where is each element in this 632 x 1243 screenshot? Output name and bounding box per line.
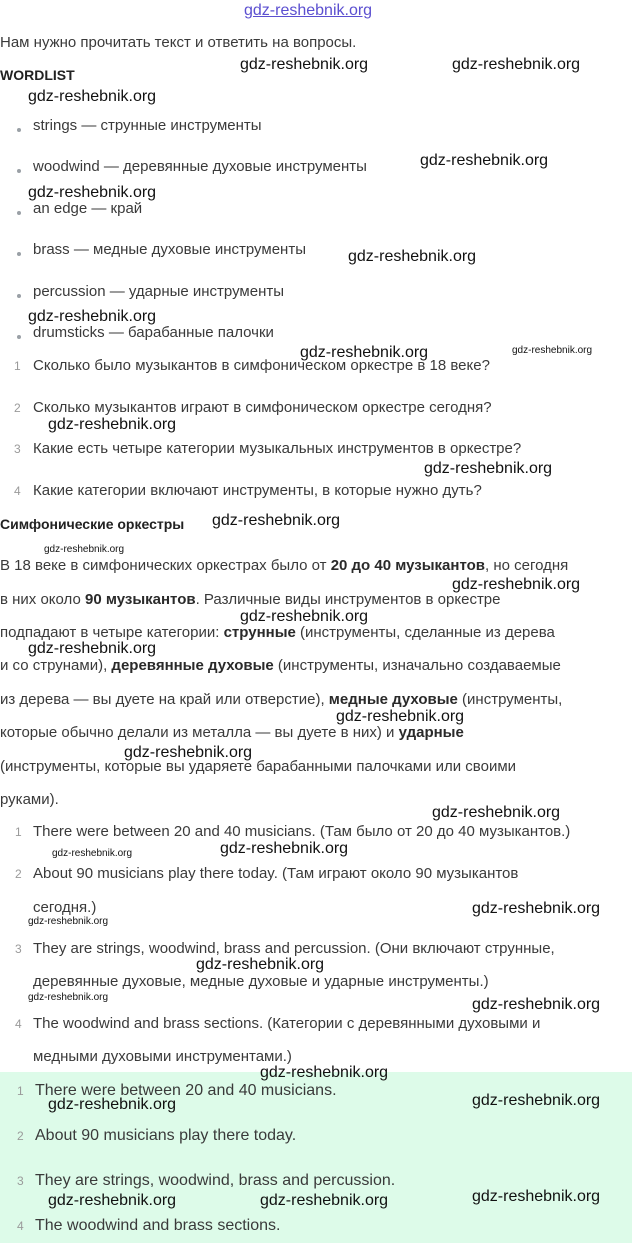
watermark: gdz-reshebnik.org xyxy=(44,544,125,555)
para-bold: медные духовые xyxy=(328,691,458,708)
para-bold: 90 музыкантов xyxy=(84,591,196,608)
watermark: gdz-reshebnik.org xyxy=(196,956,325,973)
question-number: 1 xyxy=(14,359,21,373)
paragraph-line xyxy=(0,656,561,676)
answer-number: 4 xyxy=(17,1219,24,1233)
question-text: Сколько было музыкантов в симфоническом оркестре в 18 веке? xyxy=(33,357,490,374)
bullet xyxy=(17,128,21,132)
answer-text: About 90 musicians play there today. xyxy=(35,1127,297,1144)
question-number: 2 xyxy=(14,401,21,415)
watermark: gdz-reshebnik.org xyxy=(28,992,109,1003)
watermark-top[interactable]: gdz-reshebnik.org xyxy=(244,2,373,19)
watermark: gdz-reshebnik.org xyxy=(28,916,109,927)
answer-text: They are strings, woodwind, brass and percussion. xyxy=(35,1172,396,1189)
paragraph-line xyxy=(0,590,501,610)
answer-number: 1 xyxy=(17,1084,24,1098)
watermark: gdz-reshebnik.org xyxy=(300,344,429,361)
watermark: gdz-reshebnik.org xyxy=(48,1096,177,1113)
watermark: gdz-reshebnik.org xyxy=(220,840,349,857)
watermark: gdz-reshebnik.org xyxy=(240,608,369,625)
watermark: gdz-reshebnik.org xyxy=(452,576,581,593)
watermark: gdz-reshebnik.org xyxy=(472,1188,601,1205)
watermark: gdz-reshebnik.org xyxy=(124,744,253,761)
watermark: gdz-reshebnik.org xyxy=(512,345,593,356)
para-text: подпадают в четыре категории: xyxy=(0,624,224,641)
watermark: gdz-reshebnik.org xyxy=(260,1192,389,1209)
answer-text: There were between 20 and 40 musicians. xyxy=(35,1082,337,1099)
watermark: gdz-reshebnik.org xyxy=(260,1064,389,1081)
answer-text: The woodwind and brass sections. xyxy=(35,1217,281,1234)
para-text: которые обычно делали из металла — вы дуете в них) и xyxy=(0,724,399,741)
question-text: Сколько музыкантов играют в симфоническом оркестре сегодня? xyxy=(33,399,492,416)
para-text: в них около xyxy=(0,591,85,608)
answer-number: 3 xyxy=(17,1174,24,1188)
wordlist-item: strings — струнные инструменты xyxy=(33,117,262,134)
answer-text: About 90 musicians play there today. (Там играют около 90 музыкантов xyxy=(33,865,519,882)
question-number: 3 xyxy=(14,442,21,456)
answer-text: They are strings, woodwind, brass and percussion. (Они включают струнные, xyxy=(33,940,555,957)
answer-number: 2 xyxy=(17,1129,24,1143)
answer-text: медными духовыми инструментами.) xyxy=(33,1048,292,1065)
watermark: gdz-reshebnik.org xyxy=(28,88,157,105)
intro-text: Нам нужно прочитать текст и ответить на вопросы. xyxy=(0,34,357,51)
watermark: gdz-reshebnik.org xyxy=(212,512,341,529)
bullet xyxy=(17,294,21,298)
watermark: gdz-reshebnik.org xyxy=(472,996,601,1013)
para-text: В 18 веке в симфонических оркестрах было от xyxy=(0,557,331,574)
para-text: из дерева — вы дуете на край или отверстие), xyxy=(0,691,329,708)
watermark: gdz-reshebnik.org xyxy=(48,1192,177,1209)
wordlist-item: woodwind — деревянные духовые инструменты xyxy=(33,158,367,175)
para-bold: ударные xyxy=(398,724,464,741)
para-text: (инструменты, сделанные из дерева xyxy=(295,624,555,641)
answer-number: 3 xyxy=(15,942,22,956)
watermark: gdz-reshebnik.org xyxy=(336,708,465,725)
answer-number: 2 xyxy=(15,867,22,881)
bullet xyxy=(17,252,21,256)
wordlist-item: drumsticks — барабанные палочки xyxy=(33,324,274,341)
bullet xyxy=(17,169,21,173)
watermark: gdz-reshebnik.org xyxy=(28,184,157,201)
para-bold: струнные xyxy=(223,624,296,641)
bullet xyxy=(17,211,21,215)
wordlist-title: WORDLIST xyxy=(0,67,75,83)
watermark: gdz-reshebnik.org xyxy=(348,248,477,265)
watermark: gdz-reshebnik.org xyxy=(28,640,157,657)
watermark: gdz-reshebnik.org xyxy=(424,460,553,477)
answer-text: деревянные духовые, медные духовые и ударные инструменты.) xyxy=(33,973,489,990)
para-text: и со струнами), xyxy=(0,657,112,674)
paragraph-line: (инструменты, которые вы ударяете барабанными палочками или своими xyxy=(0,758,517,775)
para-text: (инструменты, изначально создаваемые xyxy=(273,657,561,674)
watermark: gdz-reshebnik.org xyxy=(472,900,601,917)
para-text: , но сегодня xyxy=(485,557,569,574)
bullet xyxy=(17,335,21,339)
para-bold: деревянные духовые xyxy=(111,657,274,674)
answer-text: The woodwind and brass sections. (Категории с деревянными духовыми и xyxy=(33,1015,541,1032)
watermark: gdz-reshebnik.org xyxy=(28,308,157,325)
section-title: Симфонические оркестры xyxy=(0,516,185,532)
watermark: gdz-reshebnik.org xyxy=(432,804,561,821)
watermark: gdz-reshebnik.org xyxy=(48,416,177,433)
question-number: 4 xyxy=(14,484,21,498)
question-text: Какие есть четыре категории музыкальных инструментов в оркестре? xyxy=(33,440,522,457)
wordlist-item: brass — медные духовые инструменты xyxy=(33,241,306,258)
answer-text: сегодня.) xyxy=(33,899,97,916)
paragraph-line xyxy=(0,723,464,743)
para-text: (инструменты, xyxy=(457,691,563,708)
answer-number: 4 xyxy=(15,1017,22,1031)
paragraph-line xyxy=(0,556,568,576)
answer-text: There were between 20 and 40 musicians. (Там было от 20 до 40 музыкантов.) xyxy=(33,823,571,840)
question-text: Какие категории включают инструменты, в которые нужно дуть? xyxy=(33,482,482,499)
paragraph-line: руками). xyxy=(0,791,59,808)
watermark: gdz-reshebnik.org xyxy=(240,56,369,73)
wordlist-item: percussion — ударные инструменты xyxy=(33,283,285,300)
watermark: gdz-reshebnik.org xyxy=(472,1092,601,1109)
answer-number: 1 xyxy=(15,825,22,839)
para-text: . Различные виды инструментов в оркестре xyxy=(195,591,501,608)
paragraph-line xyxy=(0,690,562,710)
watermark: gdz-reshebnik.org xyxy=(420,152,549,169)
watermark: gdz-reshebnik.org xyxy=(452,56,581,73)
para-bold: 20 до 40 музыкантов xyxy=(330,557,485,574)
wordlist-item: an edge — край xyxy=(33,200,143,217)
watermark: gdz-reshebnik.org xyxy=(52,848,133,859)
